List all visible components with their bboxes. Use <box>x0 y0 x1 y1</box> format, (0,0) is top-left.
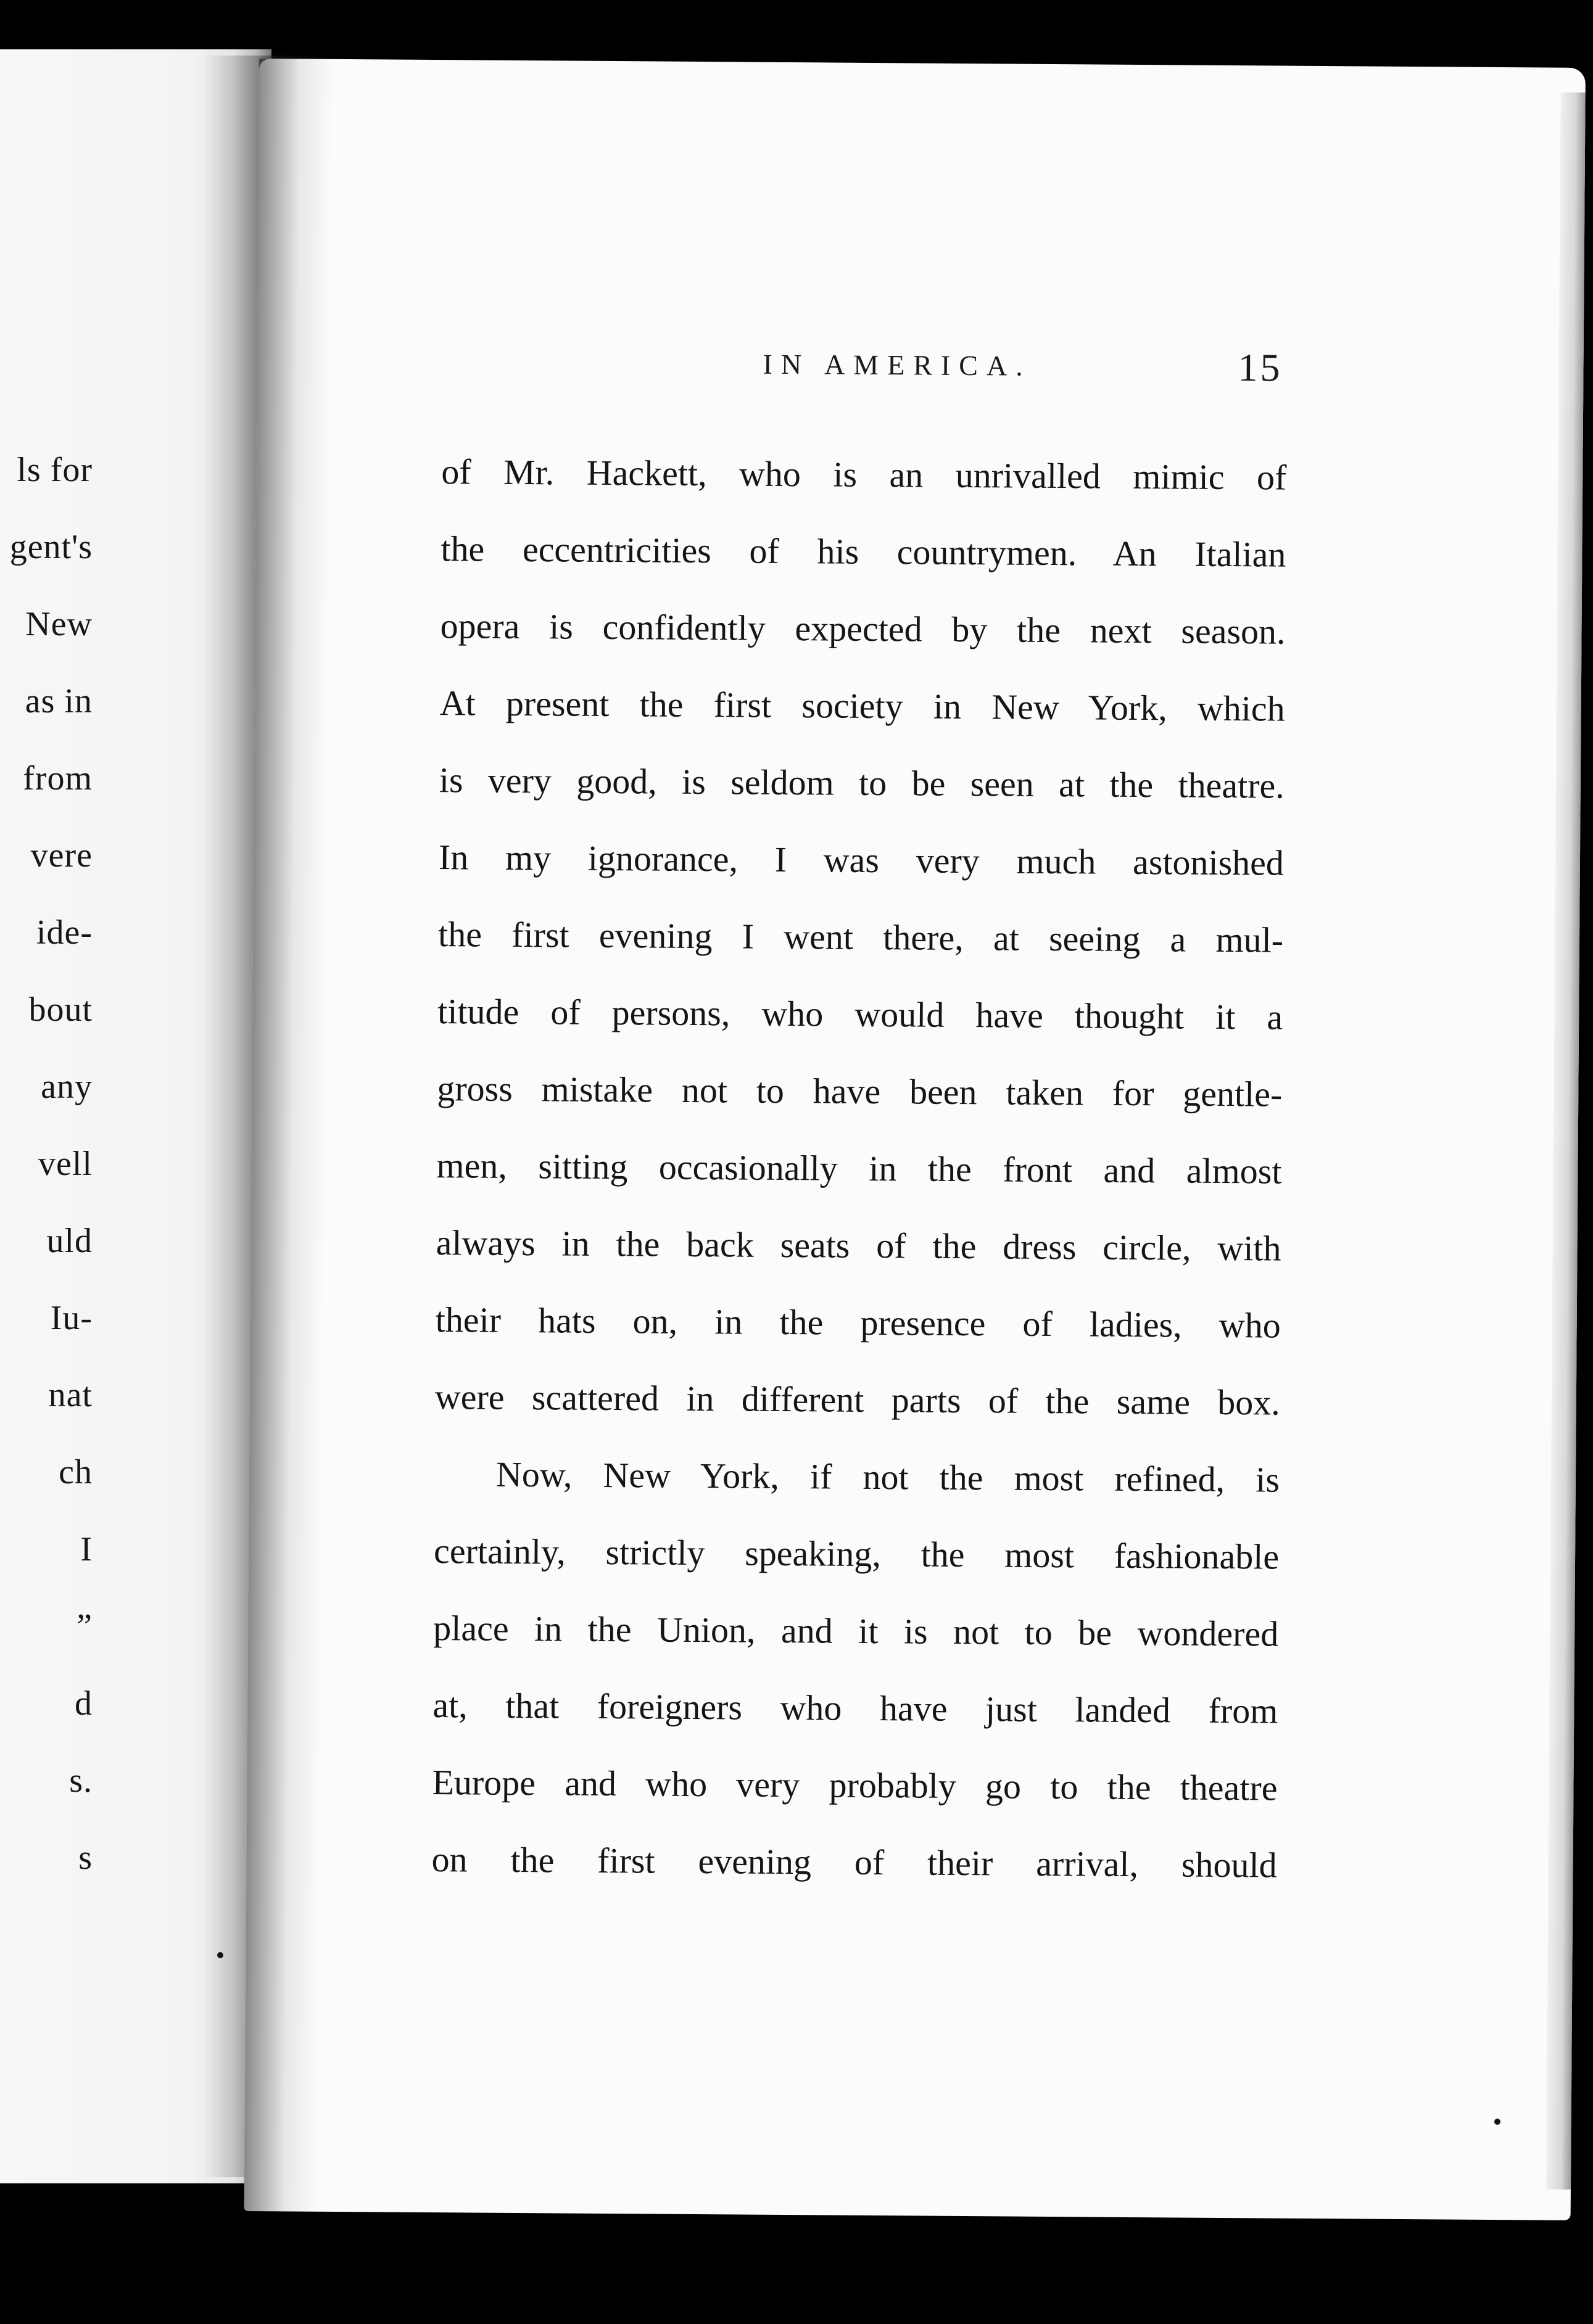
left-line: gent's <box>9 528 93 566</box>
left-line: any <box>41 1068 93 1106</box>
left-line: vere <box>30 836 93 875</box>
left-line: ls for <box>17 451 93 489</box>
text-line: certainly, strictly speaking, the most fashionable <box>433 1531 1280 1577</box>
left-line: uld <box>46 1222 93 1260</box>
left-line: Iu- <box>50 1299 93 1337</box>
page-header <box>257 327 1584 404</box>
text-line: on the first evening of their arrival, should <box>431 1839 1277 1885</box>
text-line: opera is confidently expected by the next season. <box>440 606 1286 652</box>
body-text <box>431 433 1287 1904</box>
text-line: the first evening I went there, at seeing a mul- <box>437 914 1284 960</box>
text-line: At present the first society in New York, which <box>439 683 1285 729</box>
left-line: New <box>25 605 93 643</box>
text-line: is very good, is seldom to be seen at the theatre. <box>439 760 1285 806</box>
left-line: ” <box>77 1607 93 1646</box>
scan-speck <box>1494 2119 1500 2125</box>
left-page-text <box>0 432 93 1897</box>
left-line: s <box>78 1839 93 1877</box>
text-line: at, that foreigners who have just landed from <box>432 1685 1278 1731</box>
text-line: gross mistake not to have been taken for gentle- <box>437 1068 1283 1115</box>
scan-speck <box>217 1952 223 1958</box>
left-line: bout <box>28 991 93 1029</box>
right-page <box>244 59 1586 2220</box>
left-line: ide- <box>36 913 93 952</box>
text-line: In my ignorance, I was very much astonished <box>438 837 1285 883</box>
left-line: from <box>23 759 93 797</box>
text-line: men, sitting occasionally in the front and almost <box>436 1145 1282 1192</box>
left-line: ch <box>59 1453 93 1491</box>
text-line: titude of persons, who would have thought it a <box>437 991 1283 1037</box>
text-line: Europe and who very probably go to the theatre <box>432 1762 1278 1808</box>
running-head: IN AMERICA. <box>763 348 1032 382</box>
text-line: always in the back seats of the dress circle, with <box>436 1222 1281 1269</box>
page-number: 15 <box>1238 345 1283 390</box>
left-line: s. <box>69 1762 93 1800</box>
text-line: of Mr. Hackett, who is an unrivalled mimic of <box>441 451 1287 498</box>
left-line: nat <box>48 1376 93 1414</box>
text-line: place in the Union, and it is not to be wondered <box>433 1608 1279 1654</box>
text-line: were scattered in different parts of the same box. <box>434 1377 1281 1423</box>
left-line: d <box>75 1684 93 1723</box>
text-line: their hats on, in the presence of ladies, who <box>435 1300 1281 1346</box>
page-edge <box>1546 93 1586 2190</box>
text-line: Now, New York, if not the most refined, is <box>495 1454 1280 1500</box>
left-line: as in <box>25 682 93 720</box>
left-line: vell <box>38 1145 93 1183</box>
text-line: the eccentricities of his countrymen. An Italian <box>441 529 1286 575</box>
left-line: I <box>80 1530 93 1568</box>
